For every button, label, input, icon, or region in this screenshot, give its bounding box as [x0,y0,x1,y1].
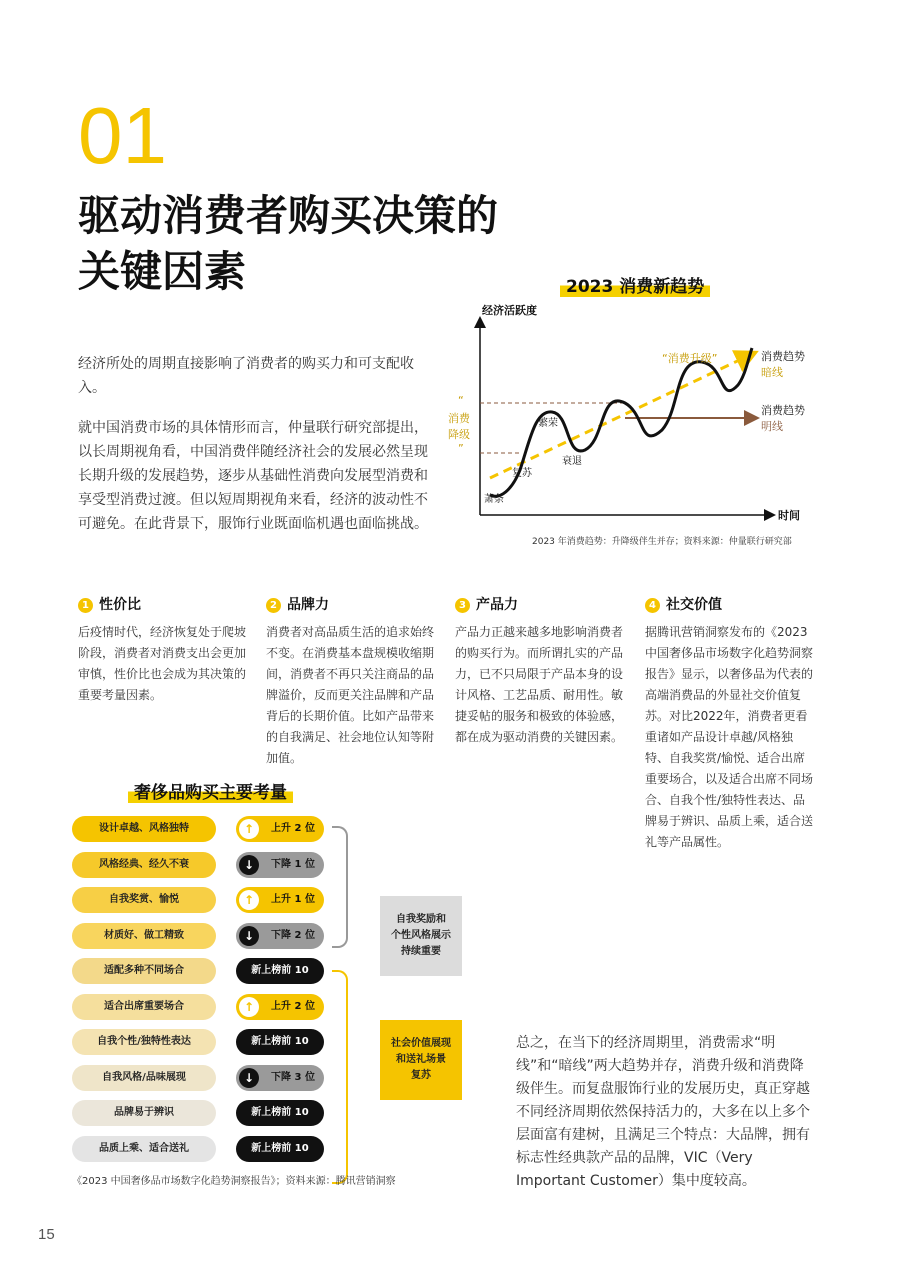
luxury-rank-badge [236,1029,324,1055]
factor-4-title: 社交价值 [666,597,722,613]
factor-1-heading [78,594,248,614]
luxury-rank-label: 下降 1 位 [271,859,315,870]
luxury-rank-badge [236,1100,324,1126]
luxury-factor-pill: 适配多种不同场合 [72,958,216,984]
summary-paragraph: 总之，在当下的经济周期里，消费需求“明线”和“暗线”两大趋势并存，消费升级和消费降级伴生。而复盘服饰行业的发展历史，真正穿越不同经济周期依然保持活力的，大多在以上多个层面富有建树，且满足三个特点：大品牌，拥有标志性经典款产品的品牌，VIC（Very Important Customer）集中度较高。 [516,1035,810,1189]
luxury-factor-pill: 适合出席重要场合 [72,994,216,1020]
left-note-quote-close: ” [458,442,464,455]
luxury-factor-pill: 品牌易于辨识 [72,1100,216,1126]
luxury-rank-label: 上升 2 位 [271,823,315,834]
luxury-factor-pill: 设计卓越、风格独特 [72,816,216,842]
luxury-factor-pill: 材质好、做工精致 [72,923,216,949]
legend-dark-line1: 消费趋势 [761,350,805,363]
luxury-rank-label: 上升 2 位 [271,1001,315,1012]
factor-3-number: 3 [455,598,470,613]
factor-1-title: 性价比 [99,597,141,613]
luxury-rank-badge [236,1065,324,1091]
factor-1-number: 1 [78,598,93,613]
trend-chart [440,300,820,530]
section-number: 01 [78,91,167,180]
factor-4-body: 据腾讯营销洞察发布的《2023中国奢侈品市场数字化趋势洞察报告》显示，以奢侈品为代表的高端消费品的外显社交价值复苏。对比2022年，消费者更看重诸如产品设计卓越/风格独特、自我奖赏/愉悦、适合出席重要场合，以及适合出席不同场合、自我个性/独特性表达、品牌易于辨识、品质上乘，适合送礼等产品属性。 [645,625,814,849]
luxury-rank-badge [236,994,324,1020]
luxury-rank-label: 下降 2 位 [271,930,315,941]
y-axis-label: 经济活跃度 [482,304,537,317]
factor-3-body: 产品力正越来越多地影响消费者的购买行为。而所谓扎实的产品力，已不只局限于产品本身的设计风格、工艺品质、耐用性。敏捷妥帖的服务和极致的体验感，都在成为驱动消费的关键因素。 [455,625,624,744]
upgrade-label: “消费升级” [662,352,718,365]
luxury-rank-label: 新上榜前 10 [251,1036,309,1047]
luxury-rank-badge [236,887,324,913]
factor-2-heading [266,594,436,614]
trend-chart-title: 2023 消费新趋势 [560,272,710,297]
page-title-line2: 关键因素 [78,247,247,296]
factor-4-number: 4 [645,598,660,613]
page-title-line1: 驱动消费者购买决策的 [78,191,499,240]
factor-4 [645,594,815,853]
factor-2 [266,594,436,769]
note-yellow-line2: 和送礼场景 [396,1054,446,1065]
note-gray-line3: 持续重要 [401,946,441,957]
trend-chart-source: 2023 年消费趋势：升降级伴生并存；资料来源：仲量联行研究部 [532,537,792,547]
luxury-rank-label: 新上榜前 10 [251,1143,309,1154]
left-note-line1: 消费 [448,412,470,425]
stage-recovery: 复苏 [512,468,532,479]
arrow-up-icon: ↑ [239,997,259,1017]
note-yellow-box [380,1020,462,1100]
luxury-rank-label: 新上榜前 10 [251,1107,309,1118]
intro-paragraph-1: 经济所处的周期直接影响了消费者的购买力和可支配收入。 [78,356,414,396]
luxury-rank-badge [236,958,324,984]
note-gray-line1: 自我奖励和 [396,914,446,925]
factor-2-body: 消费者对高品质生活的追求始终不变。在消费基本盘规模收缩期间，消费者不再只关注商品的品牌溢价，反而更关注品牌和产品背后的长期价值。比如产品带来的自我满足、社会地位认知等附加值。 [266,625,435,765]
luxury-factor-pill: 自我个性/独特性表达 [72,1029,216,1055]
luxury-rank-badge [236,852,324,878]
luxury-rank-badge [236,816,324,842]
arrow-down-icon: ↓ [239,926,259,946]
factor-2-title: 品牌力 [287,597,329,613]
luxury-rank-label: 上升 1 位 [271,894,315,905]
arrow-up-icon: ↑ [239,890,259,910]
luxury-title: 奢侈品购买主要考量 [128,778,293,803]
page-title [78,188,498,300]
note-gray-line2: 个性风格展示 [391,930,451,941]
bracket-yellow [332,970,348,1184]
luxury-rank-label: 下降 3 位 [271,1072,315,1083]
intro-paragraph-2: 就中国消费市场的具体情形而言，仲量联行研究部提出，以长周期视角看，中国消费伴随经济社会的发展必然呈现长期升级的发展趋势，逐步从基础性消费向发展型消费和享受型消费过渡。但以短周期视角来看，经济的波动性不可避免。在此背景下，服饰行业既面临机遇也面临挑战。 [78,420,428,532]
luxury-source: 《2023 中国奢侈品市场数字化趋势洞察报告》；资料来源：腾讯营销洞察 [72,1176,396,1187]
factor-3-title: 产品力 [476,597,518,613]
legend-dark-line2: 暗线 [761,366,783,379]
stage-recession: 萧条 [484,494,504,505]
page-number: 15 [38,1226,55,1243]
left-note-line2: 降级 [448,428,470,441]
arrow-down-icon: ↓ [239,1068,259,1088]
luxury-factor-pill: 自我风格/品味展现 [72,1065,216,1091]
note-yellow-line1: 社会价值展现 [391,1038,451,1049]
factor-4-heading [645,594,815,614]
luxury-rank-badge [236,923,324,949]
luxury-factor-pill: 风格经典、经久不衰 [72,852,216,878]
stage-decline: 衰退 [562,456,582,467]
luxury-factor-pill: 自我奖赏、愉悦 [72,887,216,913]
note-yellow-line3: 复苏 [411,1070,431,1081]
legend-bright-line1: 消费趋势 [761,404,805,417]
factor-2-number: 2 [266,598,281,613]
bracket-gray [332,826,348,948]
luxury-rank-badge [236,1136,324,1162]
factor-1-body: 后疫情时代，经济恢复处于爬坡阶段，消费者对消费支出会更加审慎，性价比也会成为其决策的重要考量因素。 [78,625,247,702]
factor-3 [455,594,625,748]
arrow-down-icon: ↓ [239,855,259,875]
luxury-rank-label: 新上榜前 10 [251,965,309,976]
factor-1 [78,594,248,706]
factor-3-heading [455,594,625,614]
luxury-factor-pill: 品质上乘、适合送礼 [72,1136,216,1162]
stage-boom: 繁荣 [538,418,558,429]
note-gray-box [380,896,462,976]
legend-bright-line2: 明线 [761,420,783,433]
left-note-quote-open: “ [458,394,464,407]
arrow-up-icon: ↑ [239,819,259,839]
x-axis-label: 时间 [778,509,800,522]
